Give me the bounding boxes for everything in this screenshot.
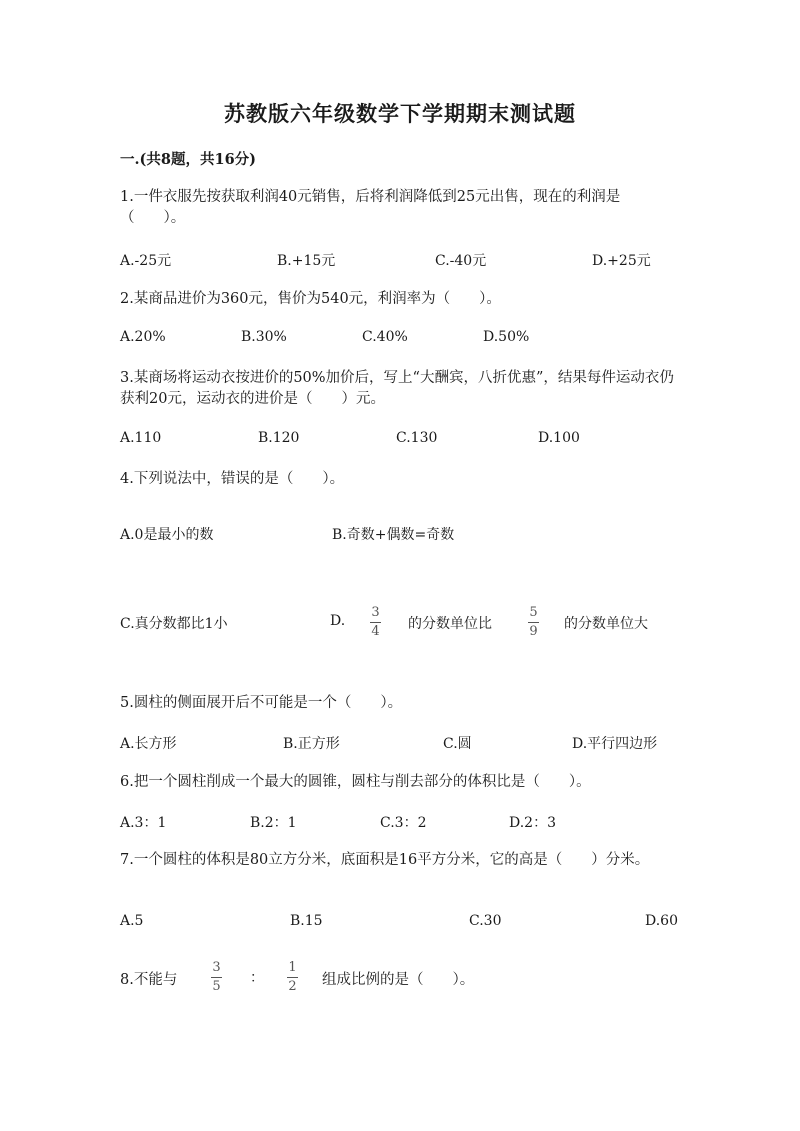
q4-fraction-1 bbox=[370, 606, 381, 639]
q7-option-b[interactable]: B.15 bbox=[290, 913, 323, 929]
q5-option-c[interactable]: C.圆 bbox=[443, 736, 472, 752]
q6-option-a[interactable]: A.3：1 bbox=[120, 815, 167, 831]
q4-d-middle-text: 的分数单位比 bbox=[408, 616, 492, 632]
q6-option-c[interactable]: C.3：2 bbox=[380, 815, 427, 831]
q5-option-d[interactable]: D.平行四边形 bbox=[572, 736, 658, 752]
fraction-bar bbox=[211, 977, 222, 978]
q4-fraction-1-numerator: 3 bbox=[371, 605, 380, 620]
q3-option-a[interactable]: A.110 bbox=[120, 430, 162, 446]
section-heading: 一.(共8题，共16分) bbox=[120, 151, 257, 168]
q3-option-d[interactable]: D.100 bbox=[538, 430, 580, 446]
q5-option-a[interactable]: A.长方形 bbox=[120, 736, 177, 752]
q3-option-c[interactable]: C.130 bbox=[396, 430, 438, 446]
question-4: 4.下列说法中，错误的是（ ）。 bbox=[120, 471, 345, 487]
question-1: 1.一件衣服先按获取利润40元销售，后将利润降低到25元出售，现在的利润是（ ）。 bbox=[120, 189, 621, 226]
q8-fraction-2-denominator: 2 bbox=[288, 979, 297, 994]
q8-fraction-2-numerator: 1 bbox=[288, 960, 297, 975]
q4-fraction-2-numerator: 5 bbox=[529, 605, 538, 620]
fraction-bar bbox=[528, 622, 539, 623]
question-8-end: 组成比例的是（ ）。 bbox=[322, 972, 475, 988]
q2-option-a[interactable]: A.20% bbox=[120, 329, 166, 345]
q4-option-b[interactable]: B.奇数+偶数=奇数 bbox=[332, 527, 455, 543]
question-5: 5.圆柱的侧面展开后不可能是一个（ ）。 bbox=[120, 695, 403, 711]
fraction-bar bbox=[287, 977, 298, 978]
page-title: 苏教版六年级数学下学期期末测试题 bbox=[224, 101, 576, 126]
q1-option-a[interactable]: A.-25元 bbox=[120, 253, 172, 269]
q8-fraction-1 bbox=[211, 961, 222, 994]
q2-option-d[interactable]: D.50% bbox=[483, 329, 530, 345]
q4-fraction-2 bbox=[528, 606, 539, 639]
fraction-bar bbox=[370, 622, 381, 623]
q1-option-b[interactable]: B.+15元 bbox=[277, 253, 336, 269]
q8-fraction-1-numerator: 3 bbox=[212, 960, 221, 975]
q4-option-c[interactable]: C.真分数都比1小 bbox=[120, 616, 228, 632]
q3-option-b[interactable]: B.120 bbox=[258, 430, 300, 446]
q1-option-c[interactable]: C.-40元 bbox=[435, 253, 487, 269]
q7-option-d[interactable]: D.60 bbox=[645, 913, 678, 929]
q8-fraction-1-denominator: 5 bbox=[212, 979, 221, 994]
question-7: 7.一个圆柱的体积是80立方分米，底面积是16平方分米，它的高是（ ）分米。 bbox=[120, 852, 650, 868]
q4-d-end-text: 的分数单位大 bbox=[564, 616, 648, 632]
q4-option-a[interactable]: A.0是最小的数 bbox=[120, 527, 214, 543]
q8-colon: ： bbox=[250, 970, 264, 986]
question-6: 6.把一个圆柱削成一个最大的圆锥，圆柱与削去部分的体积比是（ ）。 bbox=[120, 774, 591, 790]
q4-fraction-2-denominator: 9 bbox=[529, 624, 538, 639]
q1-option-d[interactable]: D.+25元 bbox=[592, 253, 651, 269]
q8-fraction-2 bbox=[287, 961, 298, 994]
question-3: 3.某商场将运动衣按进价的50%加价后，写上“大酬宾，八折优惠”，结果每件运动衣仍获利20元，运动衣的进价是（ ）元。 bbox=[120, 370, 674, 407]
q4-option-d[interactable]: D. bbox=[330, 613, 346, 629]
q2-option-c[interactable]: C.40% bbox=[362, 329, 408, 345]
question-2: 2.某商品进价为360元，售价为540元，利润率为（ ）。 bbox=[120, 291, 501, 307]
q4-fraction-1-denominator: 4 bbox=[371, 624, 380, 639]
q6-option-d[interactable]: D.2：3 bbox=[509, 815, 556, 831]
question-8-start: 8.不能与 bbox=[120, 972, 178, 988]
q2-option-b[interactable]: B.30% bbox=[241, 329, 287, 345]
q7-option-c[interactable]: C.30 bbox=[469, 913, 502, 929]
q5-option-b[interactable]: B.正方形 bbox=[283, 736, 340, 752]
q7-option-a[interactable]: A.5 bbox=[120, 913, 144, 929]
q6-option-b[interactable]: B.2：1 bbox=[250, 815, 297, 831]
